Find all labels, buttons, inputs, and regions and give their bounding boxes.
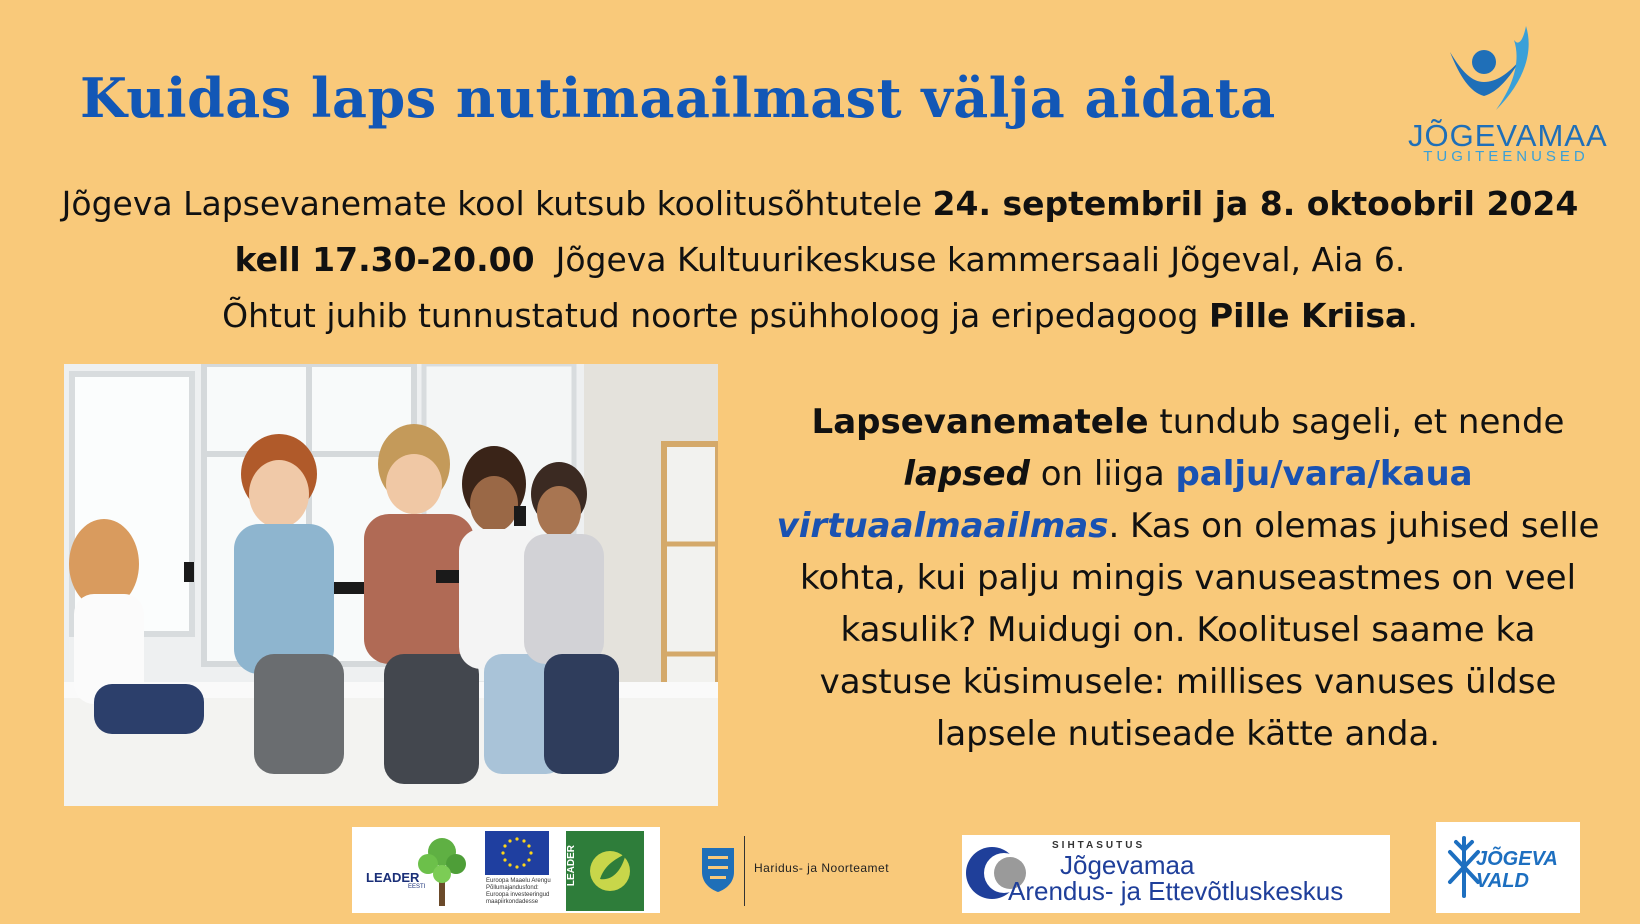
desc-virtual: virtuaalmaailmas: [776, 506, 1109, 546]
jogevamaa-tugiteenused-logo: [1400, 22, 1608, 172]
period: .: [1407, 296, 1418, 335]
description-text: [758, 396, 1618, 760]
intro-text: [20, 176, 1620, 344]
desc-line-3: [758, 500, 1618, 552]
tree-icon: [412, 830, 472, 910]
estonian-coat-of-arms-icon: [700, 846, 736, 894]
desc-line-2-text: on liiga: [1029, 454, 1176, 494]
desc-line-2: [758, 448, 1618, 500]
desc-line-5: kasulik? Muidugi on. Koolitusel saame ka: [840, 610, 1536, 650]
desc-line-1-text: tundub sageli, et nende: [1148, 402, 1565, 442]
leader-vertical-text: LEADER: [566, 845, 577, 887]
desc-line-1: [758, 396, 1618, 448]
children-with-phones-photo: [64, 364, 718, 806]
arendus-text: Arendus- ja Ettevõtluskeskus: [1008, 876, 1344, 906]
jogevamaa-text: Jõgevamaa: [1060, 850, 1195, 880]
event-time: kell 17.30-20.00: [234, 240, 535, 279]
intro-line-3: [20, 288, 1620, 344]
desc-parents: Lapsevanematele: [811, 402, 1149, 442]
logo-name: JÕGEVAMAA: [1408, 118, 1608, 153]
logo-subtitle: TUGITEENUSED: [1423, 148, 1589, 165]
speaker-name: Pille Kriisa: [1208, 296, 1408, 335]
intro-line-1-text: Jõgeva Lapsevanemate kool kutsub koolitusõhtutele: [61, 184, 933, 223]
leader-green-logo-icon: [566, 831, 644, 911]
desc-highlight: palju/vara/kaua: [1175, 454, 1473, 494]
figure-icon: [1400, 22, 1600, 122]
page-title: Kuidas laps nutimaailmast välja aidata: [80, 66, 1276, 130]
intro-line-3-text: Õhtut juhib tunnustatud noorte psühholoog ja eripedagoog: [222, 296, 1209, 335]
jogeva-text: JÕGEVA: [1476, 848, 1558, 870]
event-location: Jõgeva Kultuurikeskuse kammersaali Jõgeval, Aia 6.: [534, 240, 1406, 279]
intro-line-1: [20, 176, 1620, 232]
intro-line-2: [20, 232, 1620, 288]
desc-children: lapsed: [903, 454, 1030, 494]
eu-flag-icon: [485, 831, 549, 875]
desc-line-7: lapsele nutiseade kätte anda.: [935, 714, 1441, 754]
desc-line-3-text: . Kas on olemas juhised selle: [1108, 506, 1600, 546]
eesti-text: EESTI: [408, 884, 426, 890]
event-dates: 24. septembril ja 8. oktoobril 2024: [932, 184, 1579, 223]
vald-text: VALD: [1476, 870, 1529, 892]
jogeva-vald-text: [1476, 848, 1558, 892]
leader-text: LEADER: [366, 870, 420, 885]
eu-caption: Euroopa Maaelu Arengu Põllumajandusfond: Euroopa investeeringud maapiirkondadesse: [486, 878, 551, 905]
desc-line-4: kohta, kui palju mingis vanuseastmes on veel: [799, 558, 1577, 598]
divider: [744, 836, 745, 906]
haridus-noorteamet-text: Haridus- ja Noorteamet: [754, 861, 890, 875]
desc-line-6: vastuse küsimusele: millises vanuses üldse: [819, 662, 1557, 702]
sihtasutus-text: SIHTASUTUS: [1052, 840, 1146, 851]
